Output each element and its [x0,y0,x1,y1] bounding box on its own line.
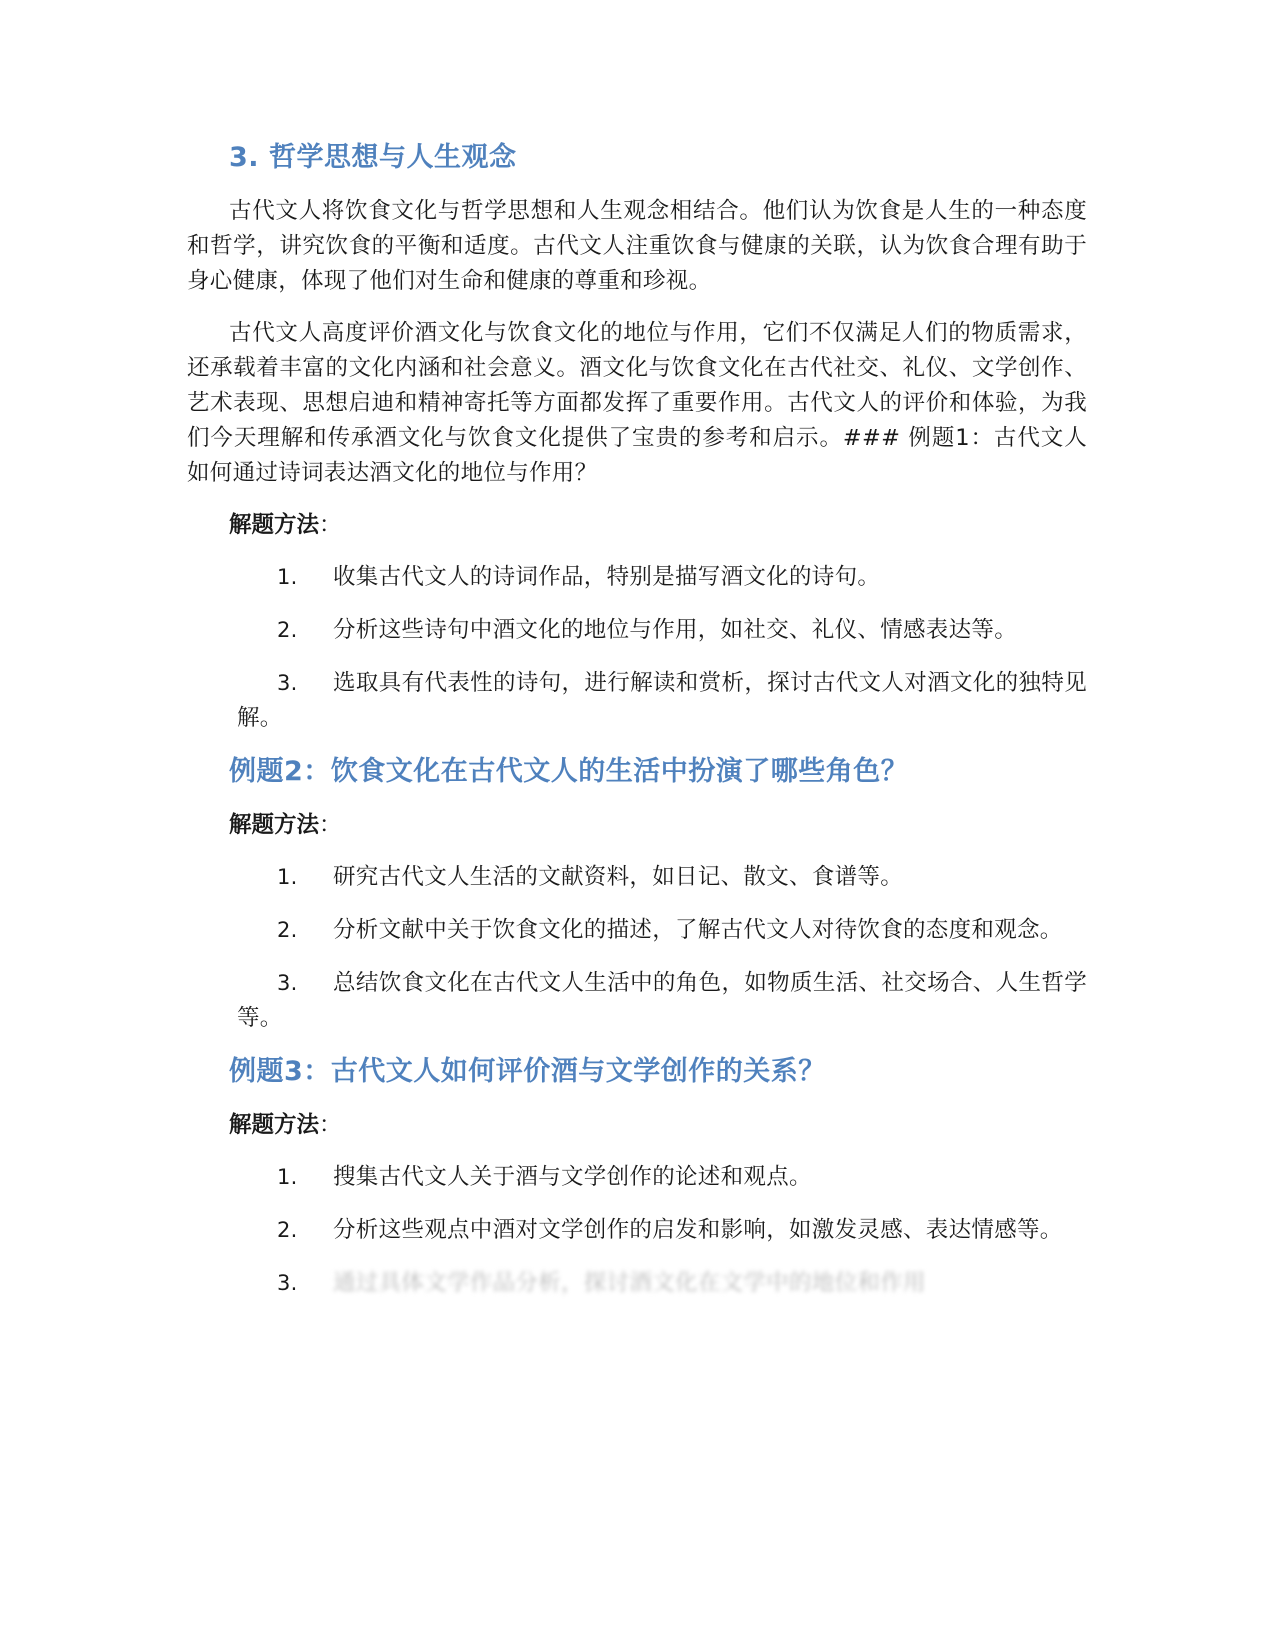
step-number: 1. [277,565,298,589]
list-item [187,1266,1087,1301]
step-text: 分析这些观点中酒对文学创作的启发和影响，如激发灵感、表达情感等。 [333,1217,1063,1243]
list-item [187,966,1087,1036]
list-item [187,1160,1087,1195]
list-item [187,613,1087,648]
step-number: 2. [277,618,298,642]
step-number: 3. [277,1271,298,1295]
step-number: 2. [277,1218,298,1242]
list-item [187,1213,1087,1248]
step-number: 1. [277,865,298,889]
paragraph-evaluation [187,316,1087,491]
step-text: 研究古代文人生活的文献资料，如日记、散文、食谱等。 [333,864,904,890]
list-item [187,913,1087,948]
example3-steps [187,1160,1087,1301]
example2-method-label: 解题方法： [229,812,342,838]
step-text: 分析文献中关于饮食文化的描述，了解古代文人对待饮食的态度和观念。 [333,917,1063,943]
list-item [187,666,1087,736]
section-heading: 3. 哲学思想与人生观念 [229,142,517,173]
step-text: 搜集古代文人关于酒与文学创作的论述和观点。 [333,1164,812,1190]
step-text-blurred: 通过具体文学作品分析，探讨酒文化在文学中的地位和作用 [333,1270,926,1296]
step-text: 选取具有代表性的诗句，进行解读和赏析，探讨古代文人对酒文化的独特见解。 [237,670,1087,731]
step-number: 3. [277,971,298,995]
step-number: 2. [277,918,298,942]
example1-method-label: 解题方法： [229,512,342,538]
step-text: 分析这些诗句中酒文化的地位与作用，如社交、礼仪、情感表达等。 [333,617,1018,643]
paragraph-philosophy: 古代文人将饮食文化与哲学思想和人生观念相结合。他们认为饮食是人生的一种态度和哲学，讲究饮食的平衡和适度。古代文人注重饮食与健康的关联，认为饮食合理有助于身心健康，体现了他们对生命和健康的尊重和珍视。 [187,198,1087,294]
list-item [187,560,1087,595]
step-text: 总结饮食文化在古代文人生活中的角色，如物质生活、社交场合、人生哲学等。 [237,970,1087,1031]
step-number: 3. [277,671,298,695]
document-content [187,140,1087,1319]
example3-method-label: 解题方法： [229,1112,342,1138]
example2-steps [187,860,1087,1036]
example1-steps [187,560,1087,736]
example3-heading: 例题3：古代文人如何评价酒与文学创作的关系？ [229,1056,826,1087]
step-number: 1. [277,1165,298,1189]
paragraph-evaluation-text: 古代文人高度评价酒文化与饮食文化的地位与作用，它们不仅满足人们的物质需求，还承载着丰富的文化内涵和社会意义。酒文化与饮食文化在古代社交、礼仪、文学创作、艺术表现、思想启迪和精神寄托等方面都发挥了重要作用。古代文人的评价和体验，为我们今天理解和传承酒文化与饮食文化提供了宝贵的参考和启示。 [187,320,1087,451]
list-item [187,860,1087,895]
inline-example1-heading: ### 例题1：古代文人如何通过诗词表达酒文化的地位与作用？ [187,425,1087,486]
example2-heading: 例题2：饮食文化在古代文人的生活中扮演了哪些角色？ [229,756,909,787]
step-text: 收集古代文人的诗词作品，特别是描写酒文化的诗句。 [333,564,881,590]
